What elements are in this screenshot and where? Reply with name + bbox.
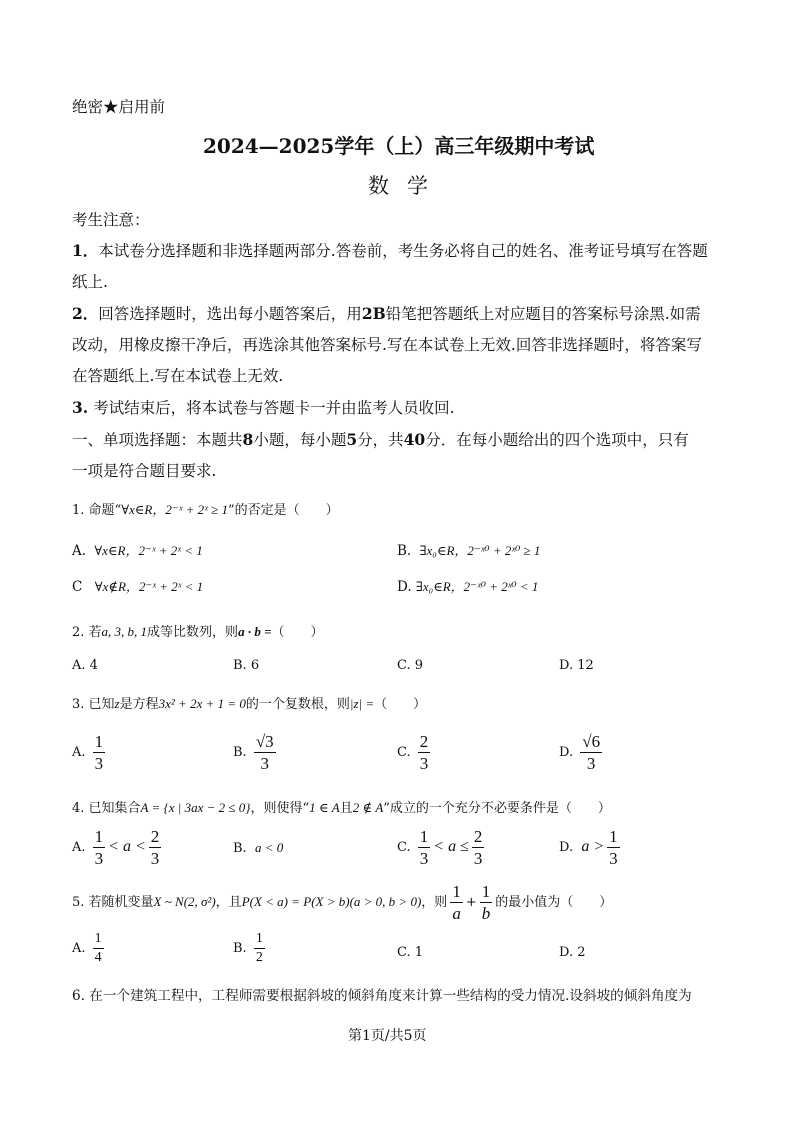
confidential-mark: 绝密★启用前 bbox=[72, 98, 166, 116]
numerator: 1 bbox=[93, 932, 104, 949]
fraction bbox=[254, 733, 276, 772]
option-math: ∀x∈R，2⁻ˣ + 2ˣ < 1 bbox=[94, 543, 203, 558]
stem-text: 成等比数列，则 bbox=[147, 625, 239, 640]
fraction bbox=[472, 828, 485, 867]
stem-math: a, 3, b, 1 bbox=[101, 624, 148, 639]
notice-text: 回答选择题时，选出每小题答案后，用 bbox=[98, 305, 362, 323]
section-text: 一、单项选择题：本题共 bbox=[72, 431, 243, 449]
denominator: 3 bbox=[586, 754, 596, 773]
stem-math: 2 ∉ A bbox=[352, 800, 384, 815]
notice-text: 铅笔把答题纸上对应题目的答案标号涂黑.如需 bbox=[385, 305, 701, 323]
numerator: 2 bbox=[150, 827, 160, 846]
denominator: 3 bbox=[419, 849, 429, 868]
numerator: 1 bbox=[481, 882, 491, 901]
denominator: b bbox=[481, 904, 491, 923]
q2-option-d[interactable]: D. 12 bbox=[559, 658, 594, 673]
option-label: B. bbox=[397, 543, 412, 559]
notice-text: 本试卷分选择题和非选择题两部分.答卷前，考生务必将自己的姓名、准考证号填写在答题 bbox=[98, 242, 708, 260]
stem-text: 4. 已知集合 bbox=[72, 801, 141, 816]
notice-item-2 bbox=[72, 302, 701, 324]
question-4-stem bbox=[72, 797, 611, 816]
denominator: 4 bbox=[94, 950, 102, 965]
notice-item-1 bbox=[72, 239, 708, 261]
stem-text: 是方程 bbox=[119, 697, 159, 712]
option-math: a < 0 bbox=[254, 840, 284, 855]
option-math: ∃x₀∈R，2⁻ˣ⁰ + 2ˣ⁰ < 1 bbox=[415, 579, 539, 594]
option-label: C bbox=[72, 579, 83, 595]
denominator: a bbox=[452, 904, 461, 923]
option-label: B. bbox=[233, 745, 247, 760]
q1-option-c[interactable] bbox=[72, 576, 203, 595]
stem-text: 的一个复数根，则 bbox=[245, 697, 350, 712]
option-math: < a < bbox=[108, 838, 146, 855]
option-math: ∃x₀∈R，2⁻ˣ⁰ + 2ˣ⁰ ≥ 1 bbox=[419, 543, 541, 558]
question-3-stem bbox=[72, 693, 426, 712]
option-math: < a ≤ bbox=[433, 838, 469, 855]
stem-text: （ ） bbox=[374, 697, 427, 712]
option-label: D. bbox=[559, 840, 574, 855]
question-5-stem bbox=[72, 883, 612, 922]
stem-math: a · b = bbox=[238, 624, 272, 639]
numerator: 2 bbox=[473, 827, 483, 846]
denominator: 3 bbox=[94, 754, 104, 773]
option-label: A. bbox=[72, 941, 86, 956]
numerator: 1 bbox=[609, 827, 618, 846]
fraction bbox=[254, 932, 265, 965]
numerator: 1 bbox=[419, 827, 429, 846]
numerator: √6 bbox=[582, 732, 601, 751]
stem-math: ∀x∈R，2⁻ˣ + 2ˣ ≥ 1 bbox=[121, 502, 228, 517]
option-label: B. bbox=[233, 941, 247, 956]
fraction bbox=[149, 828, 162, 867]
q4-option-a[interactable] bbox=[72, 828, 164, 867]
fraction bbox=[418, 733, 431, 772]
fraction bbox=[580, 733, 602, 772]
q1-option-d[interactable] bbox=[397, 576, 538, 595]
stem-math: P(X < a) = P(X > b)(a > 0, b > 0) bbox=[241, 894, 422, 909]
numerator: 1 bbox=[94, 732, 104, 751]
q3-option-b[interactable] bbox=[233, 733, 279, 772]
fraction bbox=[418, 828, 431, 867]
stem-text: 2. 若 bbox=[72, 625, 102, 640]
fraction bbox=[93, 733, 106, 772]
notice-heading: 考生注意： bbox=[72, 211, 150, 229]
stem-text: 5. 若随机变量 bbox=[72, 895, 154, 910]
stem-text: 1. 命题“ bbox=[72, 503, 122, 518]
section-heading bbox=[72, 428, 689, 450]
stem-text: 3. 已知 bbox=[72, 697, 115, 712]
stem-text: ”成立的一个充分不必要条件是（ ） bbox=[383, 801, 611, 816]
fraction bbox=[450, 883, 463, 922]
notice-num: 3. bbox=[72, 398, 89, 417]
subject-title: 数学 bbox=[368, 174, 446, 198]
denominator: 3 bbox=[419, 754, 429, 773]
notice-item-3 bbox=[72, 396, 455, 418]
stem-math: X ~ N(2, σ²) bbox=[153, 894, 216, 909]
denominator: 3 bbox=[473, 849, 483, 868]
option-math: ∀x∉R，2⁻ˣ + 2ˣ < 1 bbox=[94, 579, 204, 594]
denominator: 3 bbox=[260, 754, 269, 773]
section-count: 8 bbox=[242, 430, 254, 449]
fraction bbox=[480, 883, 493, 922]
fraction bbox=[607, 828, 620, 867]
q5-option-c[interactable]: C. 1 bbox=[397, 945, 424, 960]
numerator: 1 bbox=[94, 827, 104, 846]
q2-option-b[interactable]: B. 6 bbox=[233, 658, 260, 673]
stem-text: 且 bbox=[339, 801, 353, 816]
page-number: 第1页/共5页 bbox=[348, 1028, 427, 1044]
numerator: 2 bbox=[419, 732, 429, 751]
stem-text: ，则 bbox=[421, 895, 448, 910]
section-heading-cont: 一项是符合题目要求. bbox=[72, 462, 217, 480]
option-label: A. bbox=[72, 840, 86, 855]
section-points: 5 bbox=[346, 430, 358, 449]
section-text: 分，共 bbox=[357, 431, 404, 449]
stem-math: z bbox=[114, 696, 120, 711]
stem-text: ，且 bbox=[215, 895, 242, 910]
numerator: 1 bbox=[452, 882, 461, 901]
stem-text: ，则使得“ bbox=[250, 801, 310, 816]
stem-text: （ ） bbox=[271, 625, 324, 640]
notice-num: 2． bbox=[72, 304, 99, 323]
option-label: D. bbox=[559, 745, 574, 760]
option-label: A. bbox=[72, 543, 87, 559]
notice-text-cont: 在答题纸上.写在本试卷上无效. bbox=[72, 367, 284, 385]
option-label: B. bbox=[233, 841, 247, 856]
notice-text-cont: 纸上. bbox=[72, 273, 108, 291]
stem-math: A = {x | 3ax − 2 ≤ 0} bbox=[140, 800, 251, 815]
fraction bbox=[93, 932, 104, 965]
q2-option-c[interactable]: C. 9 bbox=[397, 658, 424, 673]
numerator: √3 bbox=[255, 732, 274, 751]
option-label: D. bbox=[397, 579, 412, 595]
denominator: 3 bbox=[94, 849, 104, 868]
stem-math: 1 ∈ A bbox=[309, 800, 340, 815]
denominator: 3 bbox=[150, 849, 160, 868]
option-label: C. bbox=[397, 745, 411, 760]
q3-option-a[interactable] bbox=[72, 733, 108, 772]
stem-text: 的最小值为（ ） bbox=[495, 895, 613, 910]
section-total: 40 bbox=[403, 430, 426, 449]
notice-num: 1． bbox=[72, 241, 99, 260]
section-text: 小题，每小题 bbox=[253, 431, 347, 449]
notice-text: 考试结束后，将本试卷与答题卡一并由监考人员收回. bbox=[93, 399, 455, 417]
q2-option-a[interactable]: A. 4 bbox=[72, 658, 98, 673]
notice-text-cont: 改动，用橡皮擦干净后，再选涂其他答案标号.写在本试卷上无效.回答非选择题时，将答案写 bbox=[72, 336, 702, 354]
q4-option-b[interactable] bbox=[233, 840, 283, 856]
q3-option-d[interactable] bbox=[559, 733, 605, 772]
q1-option-a[interactable] bbox=[72, 540, 203, 559]
question-2-stem bbox=[72, 621, 324, 640]
q4-option-d[interactable] bbox=[559, 828, 623, 867]
stem-math: 3x² + 2x + 1 = 0 bbox=[158, 696, 246, 711]
denominator: 3 bbox=[609, 849, 618, 868]
q4-option-c[interactable] bbox=[397, 828, 487, 867]
question-1-stem bbox=[72, 499, 339, 518]
option-label: A. bbox=[72, 745, 86, 760]
pencil-type: 2B bbox=[361, 304, 386, 323]
plus-sign: + bbox=[465, 895, 477, 910]
fraction bbox=[93, 828, 106, 867]
denominator: 2 bbox=[255, 950, 263, 965]
q5-option-a[interactable] bbox=[72, 932, 107, 965]
q3-option-c[interactable] bbox=[397, 733, 433, 772]
stem-math: |z| = bbox=[349, 696, 375, 711]
numerator: 1 bbox=[254, 932, 265, 949]
option-math: a > bbox=[581, 838, 605, 855]
stem-text: ”的否定是（ ） bbox=[227, 503, 339, 518]
section-text: 分．在每小题给出的四个选项中，只有 bbox=[425, 431, 689, 449]
q5-option-d[interactable]: D. 2 bbox=[559, 945, 586, 960]
q1-option-b[interactable] bbox=[397, 540, 540, 559]
option-label: C. bbox=[397, 840, 411, 855]
q5-option-b[interactable] bbox=[233, 932, 268, 965]
exam-title: 2024—2025学年（上）高三年级期中考试 bbox=[203, 134, 595, 158]
question-6-stem: 6. 在一个建筑工程中，工程师需要根据斜坡的倾斜角度来计算一些结构的受力情况.设斜坡的倾斜角度为 bbox=[72, 988, 692, 1004]
